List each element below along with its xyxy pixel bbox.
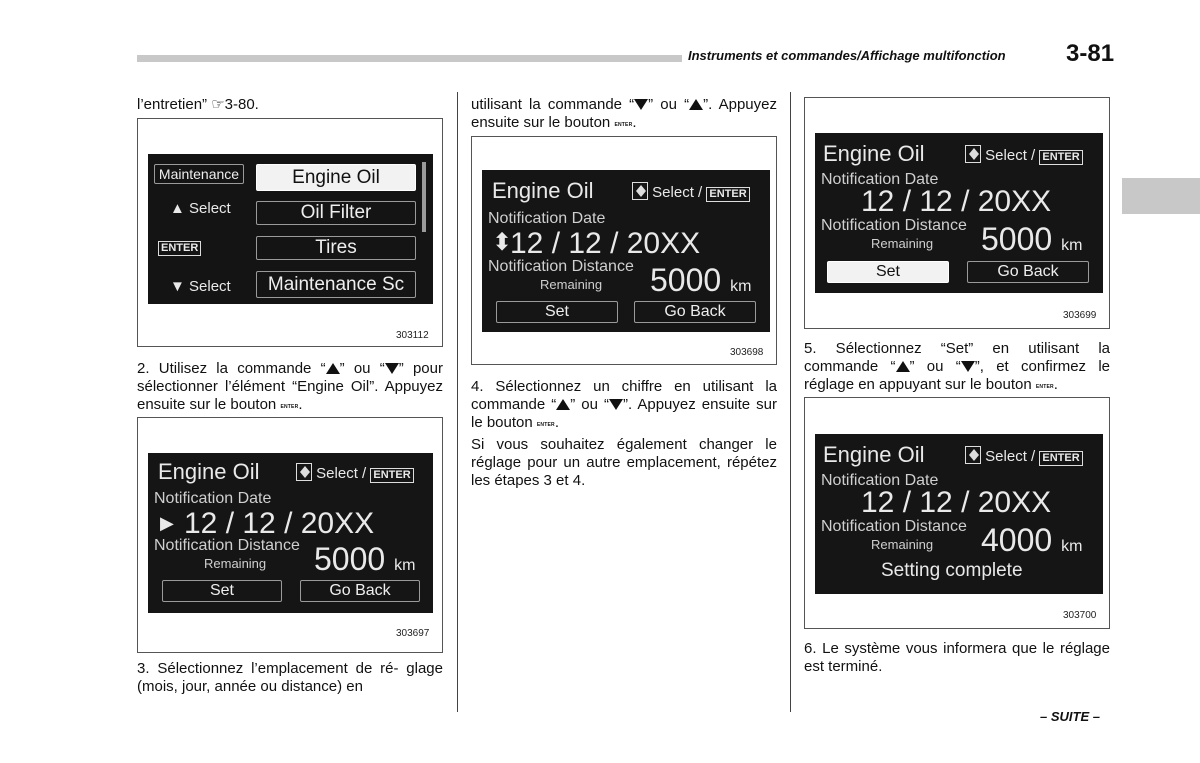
- remaining-label: Remaining: [540, 277, 603, 292]
- display-screen: [815, 434, 1103, 594]
- screen-title: Engine Oil: [158, 459, 260, 484]
- enter-button-icon: ENTER: [1035, 384, 1054, 390]
- up-arrow-icon: [326, 363, 340, 374]
- setting-complete-message: Setting complete: [881, 560, 1023, 581]
- select-hint: Select / ENTER: [296, 463, 414, 483]
- notification-date-label: Notification Date: [821, 171, 939, 188]
- column-divider: [790, 92, 791, 712]
- figure-engine-oil-date-select: [471, 136, 777, 365]
- notification-date-label: Notification Date: [488, 210, 606, 227]
- step-2-text: 2. Utilisez la commande “ ” ou “ ” pour sélectionner l’élément “Engine Oil”. Appuyez ensuite sur le bouton ENTER.: [137, 360, 443, 416]
- up-down-icon: ⬍: [492, 229, 513, 256]
- note-text: Si vous souhaitez également changer le réglage pour un autre emplacement, répétez les étapes 3 et 4.: [471, 436, 777, 489]
- notification-date-value: 12 / 12 / 20XX: [184, 507, 375, 540]
- menu-item-tires[interactable]: Tires: [256, 236, 416, 260]
- chapter-tab: [1122, 178, 1200, 214]
- set-button[interactable]: Set: [827, 261, 949, 283]
- step-4-text: 4. Sélectionnez un chiffre en utilisant la commande “ ” ou “ ”. Appuyez ensuite sur le bouton ENTER.: [471, 378, 777, 434]
- figure-setting-complete: [804, 397, 1110, 629]
- notification-date-value: 12 / 12 / 20XX: [861, 486, 1052, 519]
- select-up-label: ▲ Select: [170, 200, 231, 217]
- display-screen: [482, 170, 770, 332]
- figure-code: 303700: [1063, 610, 1097, 621]
- enter-button-icon: ENTER: [536, 422, 555, 428]
- step-5-text: 5. Sélectionnez “Set” en utilisant la commande “ ” ou “ ”, et confirmez le réglage en appuyant sur le bouton ENTER.: [804, 340, 1110, 396]
- set-button[interactable]: Set: [162, 580, 282, 602]
- up-down-icon: [965, 446, 981, 464]
- select-hint: Select / ENTER: [632, 182, 750, 202]
- step-3-continued: utilisant la commande “ ” ou “ ”. Appuyez ensuite sur le bouton ENTER.: [471, 96, 777, 134]
- intro-text: l’entretien” ☞3-80.: [137, 96, 259, 113]
- display-screen: [815, 133, 1103, 293]
- header-rule: [137, 55, 682, 62]
- up-arrow-icon: [896, 361, 910, 372]
- page-number: 3-81: [1066, 40, 1115, 67]
- up-down-icon: [632, 182, 648, 200]
- figure-code: 303699: [1063, 310, 1097, 321]
- up-arrow-icon: [689, 99, 703, 110]
- enter-button-icon: ENTER: [280, 404, 299, 410]
- notification-distance-label: Notification Distance: [821, 217, 967, 234]
- up-arrow-icon: [556, 399, 570, 410]
- screen-title: Engine Oil: [823, 141, 925, 166]
- remaining-label: Remaining: [871, 537, 934, 552]
- figure-code: 303112: [396, 330, 429, 341]
- notification-date-label: Notification Date: [154, 490, 272, 507]
- go-back-button[interactable]: Go Back: [300, 580, 420, 602]
- down-arrow-icon: [961, 361, 975, 372]
- notification-distance-label: Notification Distance: [488, 258, 634, 275]
- select-hint: Select / ENTER: [965, 446, 1083, 466]
- select-hint: Select / ENTER: [965, 145, 1083, 165]
- menu-scrollbar[interactable]: [422, 162, 426, 232]
- set-button[interactable]: Set: [496, 301, 618, 323]
- step-6-text: 6. Le système vous informera que le réglage est terminé.: [804, 640, 1110, 675]
- figure-engine-oil-date-cursor: [137, 417, 443, 653]
- distance-value: 5000 km: [650, 262, 752, 298]
- notification-distance-label: Notification Distance: [821, 518, 967, 535]
- remaining-label: Remaining: [204, 556, 267, 571]
- menu-item-oil-filter[interactable]: Oil Filter: [256, 201, 416, 225]
- figure-engine-oil-set-selected: [804, 97, 1110, 329]
- continued-marker: – SUITE –: [1040, 709, 1100, 724]
- down-arrow-icon: [634, 99, 648, 110]
- up-down-icon: [296, 463, 312, 481]
- display-screen: [148, 453, 433, 613]
- up-down-icon: [965, 145, 981, 163]
- menu-item-maintenance-schedule[interactable]: Maintenance Sc: [256, 271, 416, 298]
- figure-code: 303697: [396, 628, 430, 639]
- notification-date-value: 12 / 12 / 20XX: [510, 227, 701, 260]
- distance-value: 4000 km: [981, 522, 1083, 558]
- distance-value: 5000 km: [314, 541, 416, 577]
- screen-title: Engine Oil: [823, 442, 925, 467]
- figure-maintenance-menu: [137, 118, 443, 347]
- step-3-text: 3. Sélectionnez l’emplacement de ré- glage (mois, jour, année ou distance) en: [137, 660, 443, 695]
- remaining-label: Remaining: [871, 236, 934, 251]
- section-title: Instruments et commandes/Affichage multifonction: [688, 48, 1006, 63]
- notification-date-value: 12 / 12 / 20XX: [861, 185, 1052, 218]
- enter-button-icon: ENTER: [614, 122, 633, 128]
- go-back-button[interactable]: Go Back: [967, 261, 1089, 283]
- enter-label: ENTER: [158, 238, 201, 256]
- select-down-label: ▼ Select: [170, 278, 231, 295]
- notification-distance-label: Notification Distance: [154, 537, 300, 554]
- go-back-button[interactable]: Go Back: [634, 301, 756, 323]
- cursor-icon: ▶: [160, 513, 174, 533]
- screen-title: Engine Oil: [492, 178, 594, 203]
- notification-date-label: Notification Date: [821, 472, 939, 489]
- column-divider: [457, 92, 458, 712]
- figure-code: 303698: [730, 347, 764, 358]
- down-arrow-icon: [385, 363, 399, 374]
- distance-value: 5000 km: [981, 221, 1083, 257]
- menu-item-engine-oil[interactable]: Engine Oil: [256, 164, 416, 191]
- maintenance-label: Maintenance: [154, 164, 244, 184]
- down-arrow-icon: [609, 399, 623, 410]
- display-screen: [148, 154, 433, 304]
